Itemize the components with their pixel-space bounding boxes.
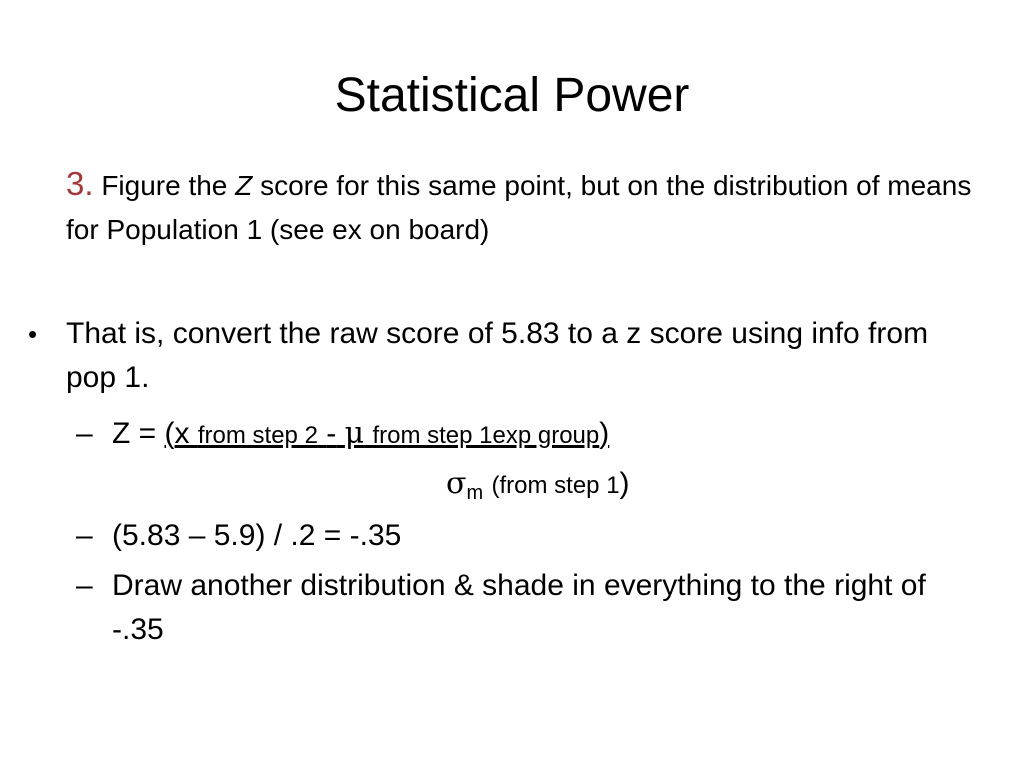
formula-numerator [112, 412, 976, 458]
step-number: 3. [66, 165, 94, 202]
sub-dash: – [76, 417, 93, 450]
bullet-item [28, 312, 988, 400]
formula-sigma: σ [446, 466, 467, 501]
formula-lhs: Z = [112, 417, 157, 450]
sub-item-calculation [76, 514, 976, 558]
formula-open-paren: ( [164, 417, 175, 450]
formula-sigma-from: (from step 1 [491, 472, 620, 499]
sub-item-text: Draw another distribution & shade in everything to the right of -.35 [112, 569, 926, 646]
formula-sigma-close: ) [619, 467, 630, 500]
bullet-text: That is, convert the raw score of 5.83 to a z score using info from pop 1. [66, 317, 929, 394]
step-text-after: score for this same point, but on the distribution of means for Population 1 (see ex on board) [66, 170, 972, 245]
slide-title: Statistical Power [334, 69, 690, 122]
step-z-italic: Z [235, 170, 253, 201]
step-text-before: Figure the [101, 170, 228, 201]
formula-numerator-underlined [165, 417, 610, 450]
sub-item-text: (5.83 – 5.9) / .2 = -.35 [112, 519, 402, 552]
formula-mu-from: from step 1exp group [372, 422, 600, 449]
sub-dash: – [76, 569, 93, 602]
formula-x-from: from step 2 [197, 422, 318, 449]
formula-x: x [174, 417, 190, 450]
formula-denominator [446, 464, 630, 513]
bullet-dot: • [28, 319, 38, 349]
sub-dash: – [76, 519, 93, 552]
sub-item-formula [76, 412, 976, 458]
formula-close-paren: ) [599, 417, 610, 450]
step-paragraph [66, 162, 986, 252]
sub-item-draw [76, 564, 976, 652]
formula-sigma-sub: m [466, 482, 484, 504]
formula-minus: - [326, 417, 337, 450]
formula-mu: μ [344, 416, 365, 451]
